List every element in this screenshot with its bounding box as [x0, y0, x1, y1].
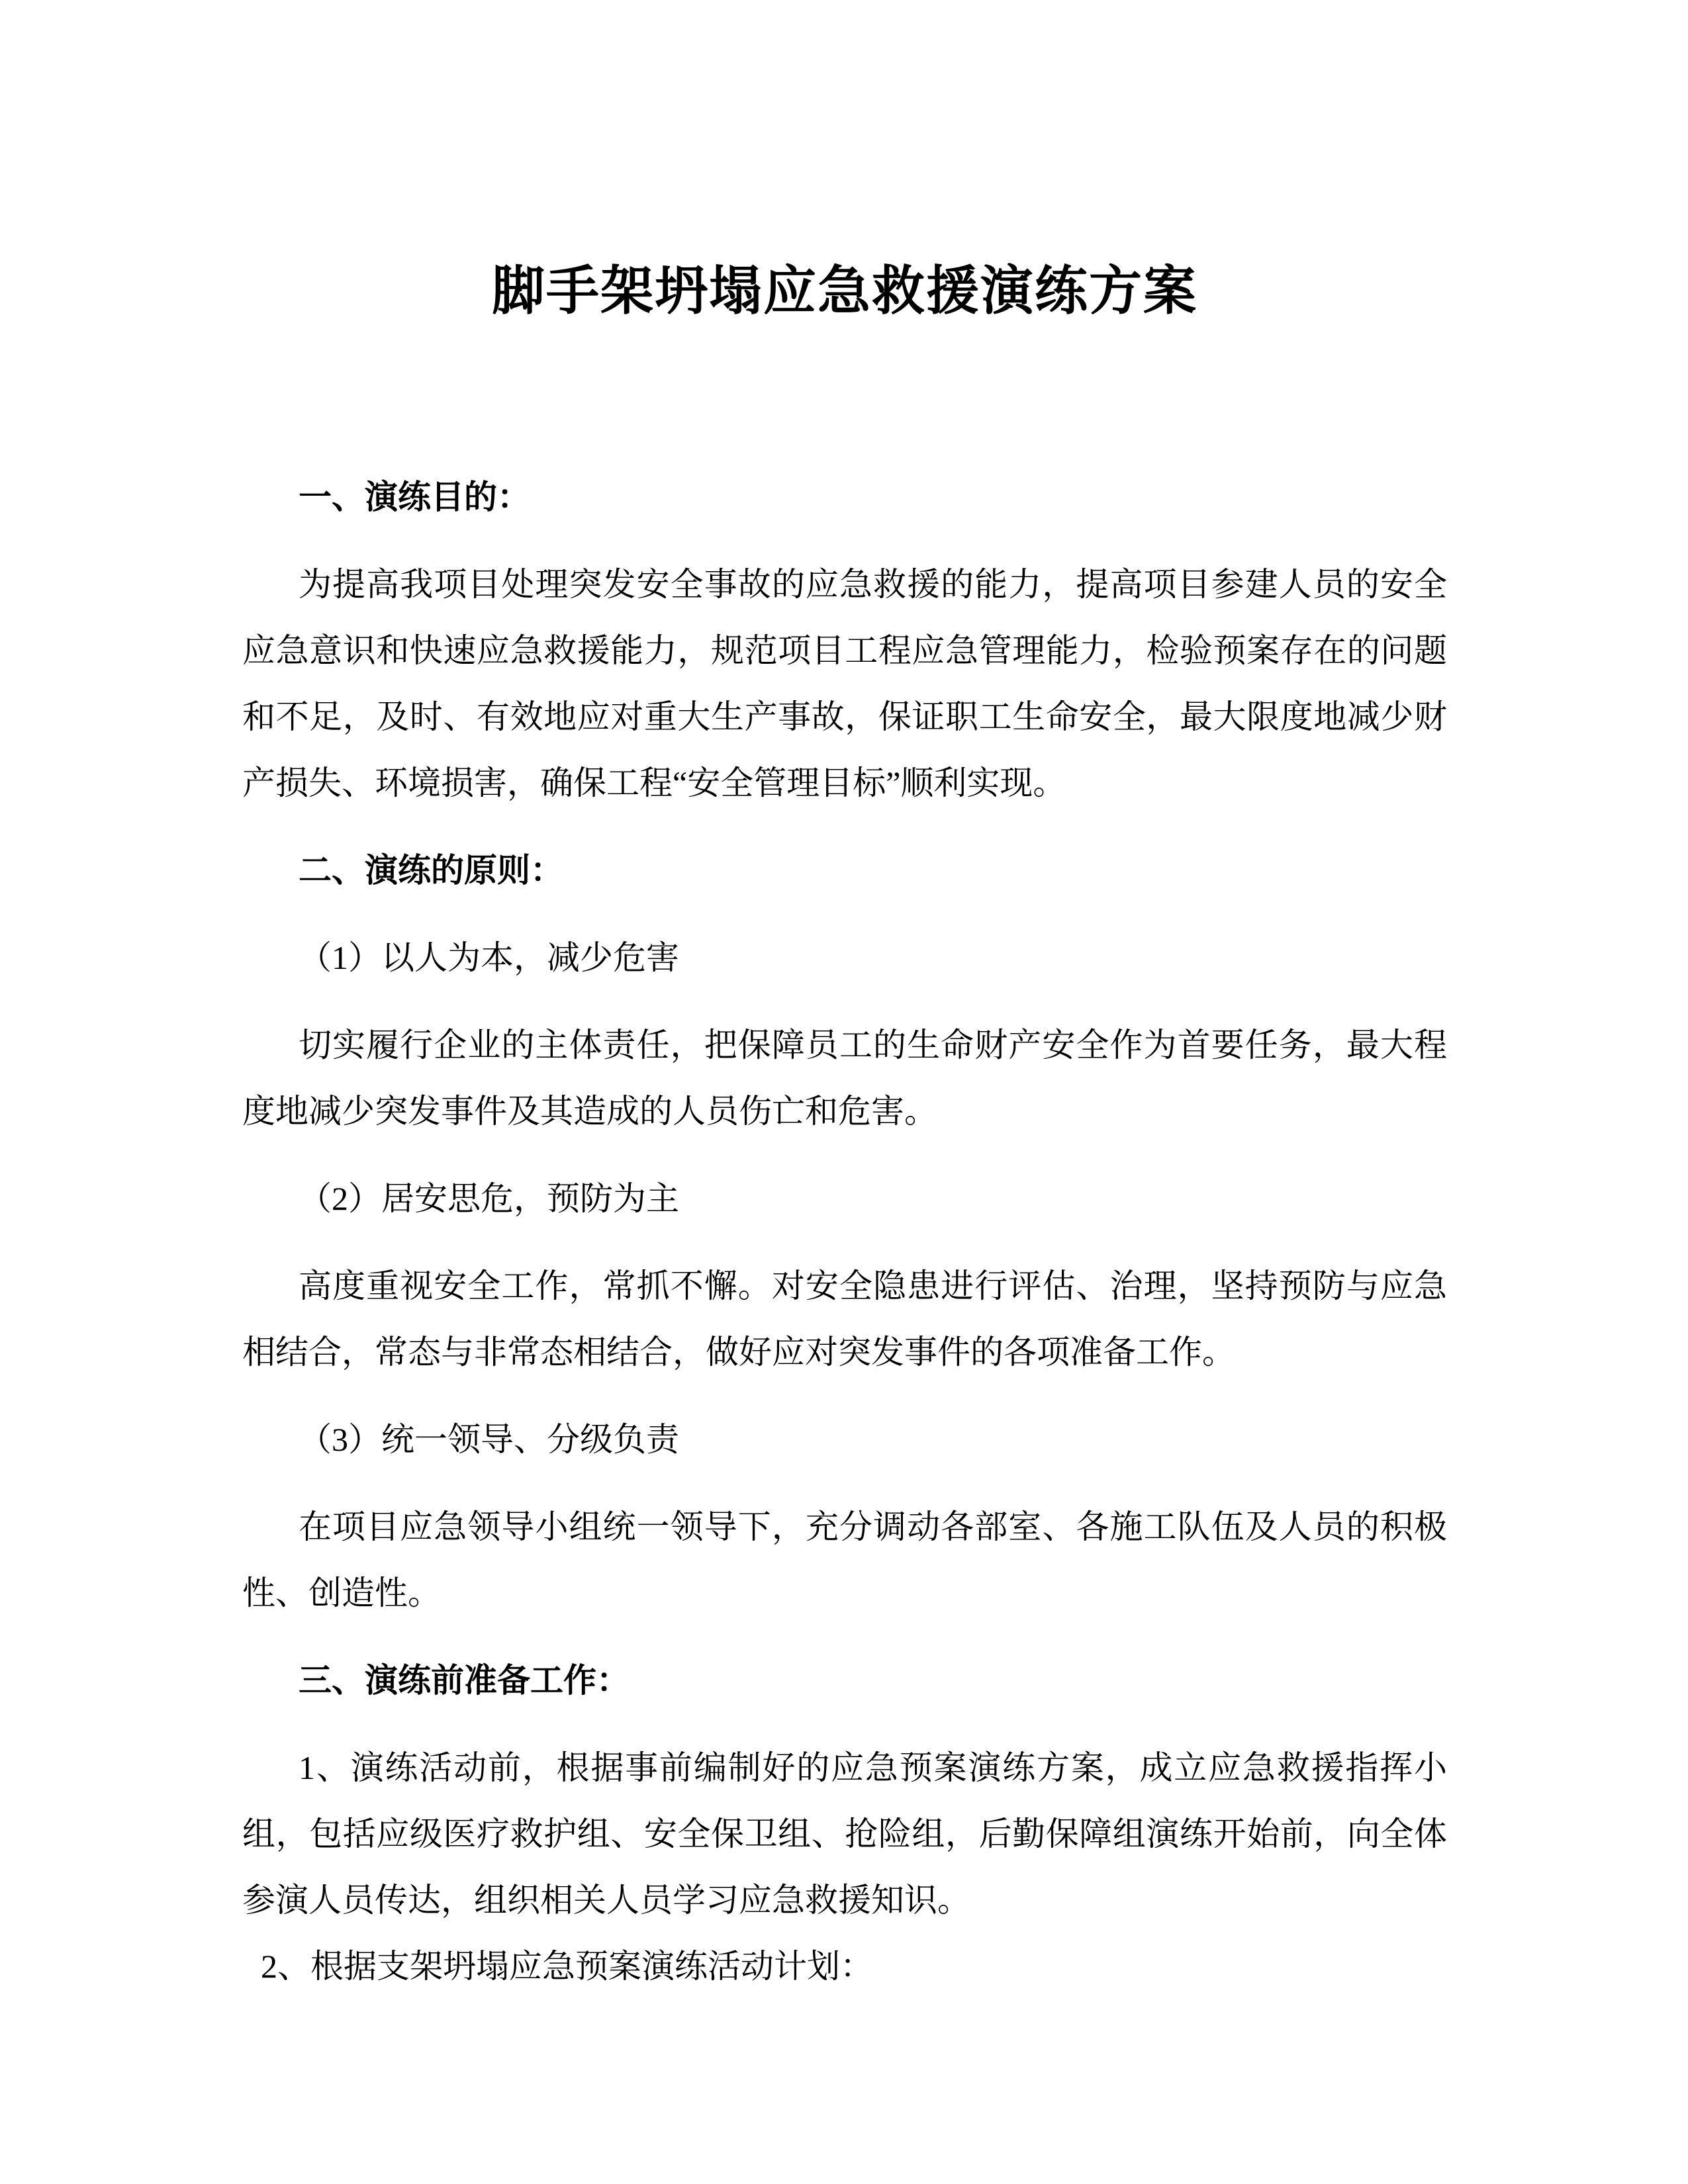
text-line: 二、演练的原则： [299, 852, 563, 889]
text-line: 度地减少突发事件及其造成的人员伤亡和危害。 [242, 1093, 937, 1130]
text-line: 产损失、环境损害，确保工程“安全管理目标”顺利实现。 [242, 764, 1066, 801]
paragraph [242, 1735, 1447, 1933]
document-body [242, 464, 1447, 1999]
text-line: 相结合，常态与非常态相结合，做好应对突发事件的各项准备工作。 [242, 1334, 1235, 1371]
text-line: 性、创造性。 [242, 1574, 441, 1612]
text-line: 切实履行企业的主体责任，把保障员工的生命财产安全作为首要任务，最大程 [299, 1026, 1447, 1064]
text-line: 应急意识和快速应急救援能力，规范项目工程应急管理能力，检验预案存在的问题 [242, 632, 1447, 669]
text-line: 一、演练目的： [299, 478, 530, 516]
paragraph [242, 551, 1447, 816]
sub-item [242, 1406, 1447, 1473]
text-line: 和不足，及时、有效地应对重大生产事故，保证职工生命安全，最大限度地减少财 [242, 698, 1447, 735]
text-line: 2、根据支架坍塌应急预案演练活动计划： [261, 1948, 873, 1985]
paragraph [242, 1253, 1447, 1385]
text-line: 为提高我项目处理突发安全事故的应急救援的能力，提高项目参建人员的安全 [299, 566, 1447, 603]
paragraph [242, 1494, 1447, 1626]
text-line: （1）以人为本，减少危害 [299, 939, 679, 976]
section-heading [242, 1647, 1447, 1713]
text-line: 1、演练活动前，根据事前编制好的应急预案演练方案，成立应急救援指挥小 [299, 1749, 1447, 1786]
section-heading [242, 464, 1447, 530]
document-title: 脚手架坍塌应急救援演练方案 [492, 263, 1197, 321]
text-line: 组，包括应级医疗救护组、安全保卫组、抢险组，后勤保障组演练开始前，向全体 [242, 1815, 1447, 1852]
numbered-line [242, 1933, 1447, 1999]
text-line: 参演人员传达，组织相关人员学习应急救援知识。 [242, 1882, 970, 1919]
text-line: （2）居安思危，预防为主 [299, 1180, 679, 1217]
sub-item [242, 1165, 1447, 1232]
text-line: 三、演练前准备工作： [299, 1662, 630, 1699]
text-line: （3）统一领导、分级负责 [299, 1421, 679, 1458]
section-heading [242, 837, 1447, 903]
text-line: 高度重视安全工作，常抓不懈。对安全隐患进行评估、治理，坚持预防与应急 [299, 1267, 1447, 1304]
sub-item [242, 925, 1447, 991]
text-line: 在项目应急领导小组统一领导下，充分调动各部室、各施工队伍及人员的积极 [299, 1508, 1447, 1545]
paragraph [242, 1012, 1447, 1144]
